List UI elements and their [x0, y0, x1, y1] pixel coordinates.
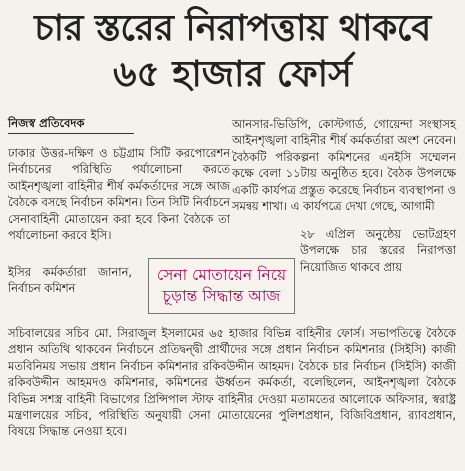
article-column-left-top	[8, 145, 230, 243]
pull-quote-line-2: চূড়ান্ত সিদ্ধান্ত আজ	[162, 287, 281, 305]
byline-rule	[8, 133, 134, 134]
article-column-left-mid	[8, 264, 132, 297]
pull-quote	[148, 258, 295, 314]
byline: নিজস্ব প্রতিবেদক	[8, 116, 85, 130]
article-paragraph: ইসির কর্মকর্তারা জানান, নির্বাচন কমিশন	[8, 265, 132, 296]
top-strip-text	[0, 0, 465, 2]
article-paragraph: ঢাকার উত্তর-দক্ষিণ ও চট্টগ্রাম সিটি করপোরেশন নির্বাচনের পরিস্থিতি পর্যালোচনা করতে আইনশৃঙ্খলা বাহিনীর শীর্ষ কর্মকর্তাদের সঙ্গে আজ বৈঠকে বসছে নির্বাচন কমিশন। তিন সিটি নির্বাচনে সেনাবাহিনী মোতায়েন করা হবে কিনা বৈঠকে তা পর্যালোচনা করবে ইসি।	[8, 146, 230, 243]
article-column-right-mid	[300, 226, 456, 275]
headline-line-1: চার স্তরের নিরাপত্তায় থাকবে	[34, 8, 431, 49]
article-paragraph: আনসার-ভিডিপি, কোস্টগার্ড, গোয়েন্দা সংস্থাসহ আইনশৃঙ্খলা বাহিনীর শীর্ষ কর্মকর্তারা অংশ নেবেন। বৈঠকটি পরিকল্পনা কমিশনের এনইসি সম্মেলন কক্ষে বেলা ১১টায় অনুষ্ঠিত হবে। বৈঠক উপলক্ষে একটি কার্যপত্র প্রস্তুত করেছে নির্বাচন ব্যবস্থাপনা ও সমন্বয় শাখা। এ কার্যপত্রে দেখা গেছে, আগামী	[232, 117, 456, 214]
article-column-bottom	[8, 325, 456, 440]
article-paragraph: সচিবালয়ের সচিব মো. সিরাজুল ইসলামের ৬৫ হাজার বিভিন্ন বাহিনীর ফোর্স। সভাপতিত্বে বৈঠকে প্রধান অতিথি থাকবেন নির্বাচনে প্রতিদ্বন্দ্বী প্রার্থীদের সঙ্গে প্রধান নির্বাচন কমিশনার (সিইসি) কাজী মতবিনিময় সভায় প্রধান নির্বাচন কমিশনার রকিবউদ্দীন আহমদ। বৈঠকে চার নির্বাচন (সিইসি) কাজী রকিবউদ্দীন আহমদও কমিশনার, কমিশনের ঊর্ধ্বতন কর্মকর্তা, বলেছিলেন, আইনশৃঙ্খলা বৈঠকে বিভিন্ন সশস্ত্র বাহিনী বিভাগের প্রিন্সিপাল স্টাফ বাহিনীর দেওয়া মতামতের আলোকে অফিসার, স্বরাষ্ট্র মন্ত্রণালয়ের সচিব, পরিস্থিতি অনুযায়ী সেনা মোতায়েনের পুলিশপ্রধান, বিজিবিপ্রধান, র‍্যাবপ্রধান, বিষয়ে সিদ্ধান্ত নেওয়া হবে।	[8, 326, 456, 439]
headline	[0, 8, 465, 96]
headline-line-2: ৬৫ হাজার ফোর্স	[113, 54, 352, 95]
pull-quote-line-1: সেনা মোতায়েন নিয়ে	[156, 266, 287, 284]
article-column-right-top	[232, 116, 456, 214]
article-paragraph: ২৮ এপ্রিল অনুষ্ঠেয় ভোটগ্রহণ উপলক্ষে চার স্তরের নিরাপত্তা নিয়োজিত থাকবে প্রায়	[300, 227, 456, 274]
